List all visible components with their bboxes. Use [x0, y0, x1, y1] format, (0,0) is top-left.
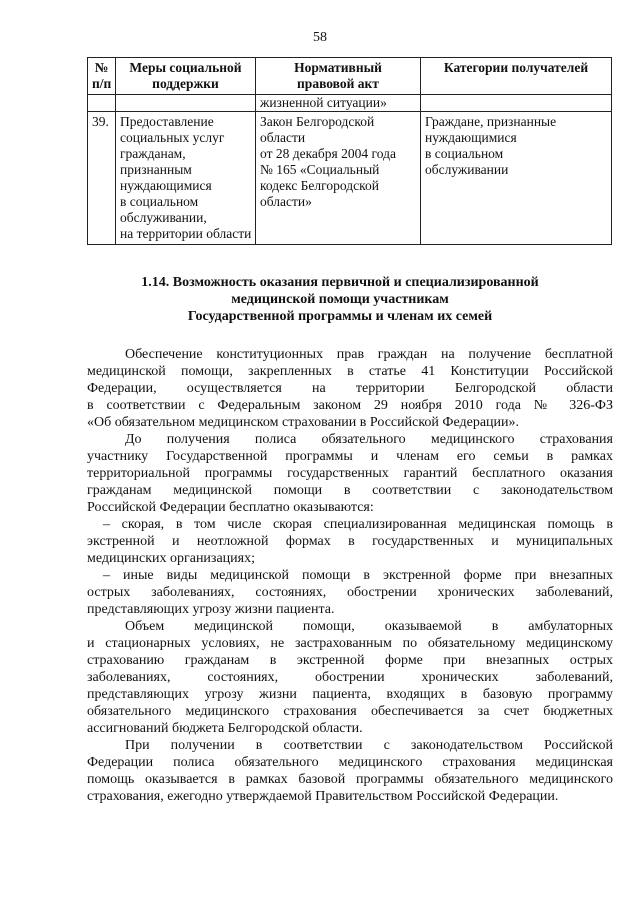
text-line: обязательного медицинского страхования обеспечивается за счет бюджетных	[87, 704, 613, 719]
header-act-line: Нормативный	[294, 60, 382, 75]
row-measure-line: социальных услуг	[120, 130, 225, 145]
paragraph	[87, 618, 613, 737]
row-act-line: от 28 декабря 2004 года	[260, 146, 396, 161]
text-line: Федерации полиса обязательного медицинского страхования медицинская	[87, 755, 613, 770]
heading-line: Государственной программы и членам их семей	[187, 309, 493, 324]
row-act-line: № 165 «Социальный	[260, 162, 380, 177]
text-line: медицинских организациях;	[87, 551, 255, 566]
text-line: представляющих угрозу жизни пациента.	[87, 602, 335, 617]
row-measure-line: Предоставление	[120, 114, 214, 129]
table-row	[88, 112, 612, 245]
text-line: Федерации, осуществляется на территории Белгородской области	[87, 381, 613, 396]
body-text	[87, 346, 613, 805]
row-measure-line: в социальном	[120, 194, 199, 209]
text-line: экстренной и неотложной формах в государственных и муниципальных	[87, 534, 613, 549]
row-category-line: Граждане, признанные	[425, 114, 557, 129]
header-category	[421, 58, 612, 95]
list-item	[87, 516, 613, 567]
header-measure-line: поддержки	[152, 76, 219, 91]
row-act-line: кодекс Белгородской	[260, 178, 379, 193]
row-act-line: области	[260, 130, 306, 145]
header-number-line: №	[94, 60, 109, 75]
carryover-empty	[421, 95, 612, 112]
text-line: и стационарных условиях, не застрахованным по обязательному медицинскому	[87, 636, 613, 651]
text-line: участнику Государственной программы и членам его семьи в рамках	[87, 449, 613, 464]
text-line: гражданам медицинской помощи в соответствии с законодательством	[87, 483, 613, 498]
text-line: острых заболеваниях, состояниях, обострении хронических заболеваний,	[87, 585, 613, 600]
carryover-act: жизненной ситуации»	[256, 95, 421, 112]
table-header-row	[88, 58, 612, 95]
text-line: «Об обязательном медицинском страховании в Российской Федерации».	[87, 415, 520, 430]
row-category-line: нуждающимися	[425, 130, 517, 145]
text-line: ассигнований бюджета Белгородской области.	[87, 721, 363, 736]
header-act-line: правовой акт	[297, 76, 379, 91]
text-line: медицинской помощи, закрепленных в статье 41 Конституции Российской	[87, 364, 613, 379]
header-number-line: п/п	[92, 76, 112, 91]
row-measure-line: гражданам,	[120, 146, 186, 161]
paragraph	[87, 737, 613, 805]
heading-line: 1.14. Возможность оказания первичной и специализированной	[141, 275, 539, 290]
row-measure-line: обслуживании,	[120, 210, 207, 225]
row-measure	[116, 112, 256, 245]
header-act	[256, 58, 421, 95]
text-line: Российской Федерации бесплатно оказываются:	[87, 500, 374, 515]
table-row	[88, 95, 612, 112]
text-line: территориальной программы государственных гарантий бесплатного оказания	[87, 466, 613, 481]
row-number: 39.	[88, 112, 116, 245]
text-line: До получения полиса обязательного медицинского страхования	[125, 432, 613, 447]
text-line: Объем медицинской помощи, оказываемой в амбулаторных	[125, 619, 613, 634]
text-line: Обеспечение конституционных прав граждан на получение бесплатной	[125, 347, 613, 362]
row-category-line: обслуживании	[425, 162, 509, 177]
text-line: – скорая, в том числе скорая специализированная медицинская помощь в	[103, 517, 613, 532]
row-act-line: области»	[260, 194, 312, 209]
text-line: При получении в соответствии с законодательством Российской	[125, 738, 613, 753]
header-category-line: Категории получателей	[443, 60, 589, 75]
page-number: 58	[313, 30, 327, 45]
row-act	[256, 112, 421, 245]
text-line: – иные виды медицинской помощи в экстренной форме при внезапных	[103, 568, 613, 583]
paragraph	[87, 346, 613, 431]
row-measure-line: признанным	[120, 162, 192, 177]
paragraph	[87, 431, 613, 516]
text-line: страхования, ежегодно утверждаемой Правительством Российской Федерации.	[87, 789, 559, 804]
carryover-empty	[88, 95, 116, 112]
header-measure-line: Меры социальной	[129, 60, 242, 75]
header-number	[88, 58, 116, 95]
row-category	[421, 112, 612, 245]
header-measure	[116, 58, 256, 95]
text-line: помощь оказывается в рамках базовой программы обязательного медицинского	[87, 772, 613, 787]
section-heading	[70, 274, 610, 325]
social-support-table	[87, 57, 612, 245]
row-category-line: в социальном	[425, 146, 504, 161]
heading-line: медицинской помощи участникам	[231, 292, 449, 307]
carryover-empty	[116, 95, 256, 112]
row-measure-line: нуждающимися	[120, 178, 212, 193]
text-line: заболеваниях, состояниях, обострении хронических заболеваний,	[87, 670, 613, 685]
list-item	[87, 567, 613, 618]
row-measure-line: на территории области	[120, 226, 252, 241]
row-act-line: Закон Белгородской	[260, 114, 375, 129]
text-line: страхованию гражданам в экстренной форме при внезапных острых	[87, 653, 613, 668]
text-line: в соответствии с Федеральным законом 29 ноября 2010 года № 326-ФЗ	[87, 398, 613, 413]
text-line: представляющих угрозу жизни пациента, входящих в базовую программу	[87, 687, 613, 702]
